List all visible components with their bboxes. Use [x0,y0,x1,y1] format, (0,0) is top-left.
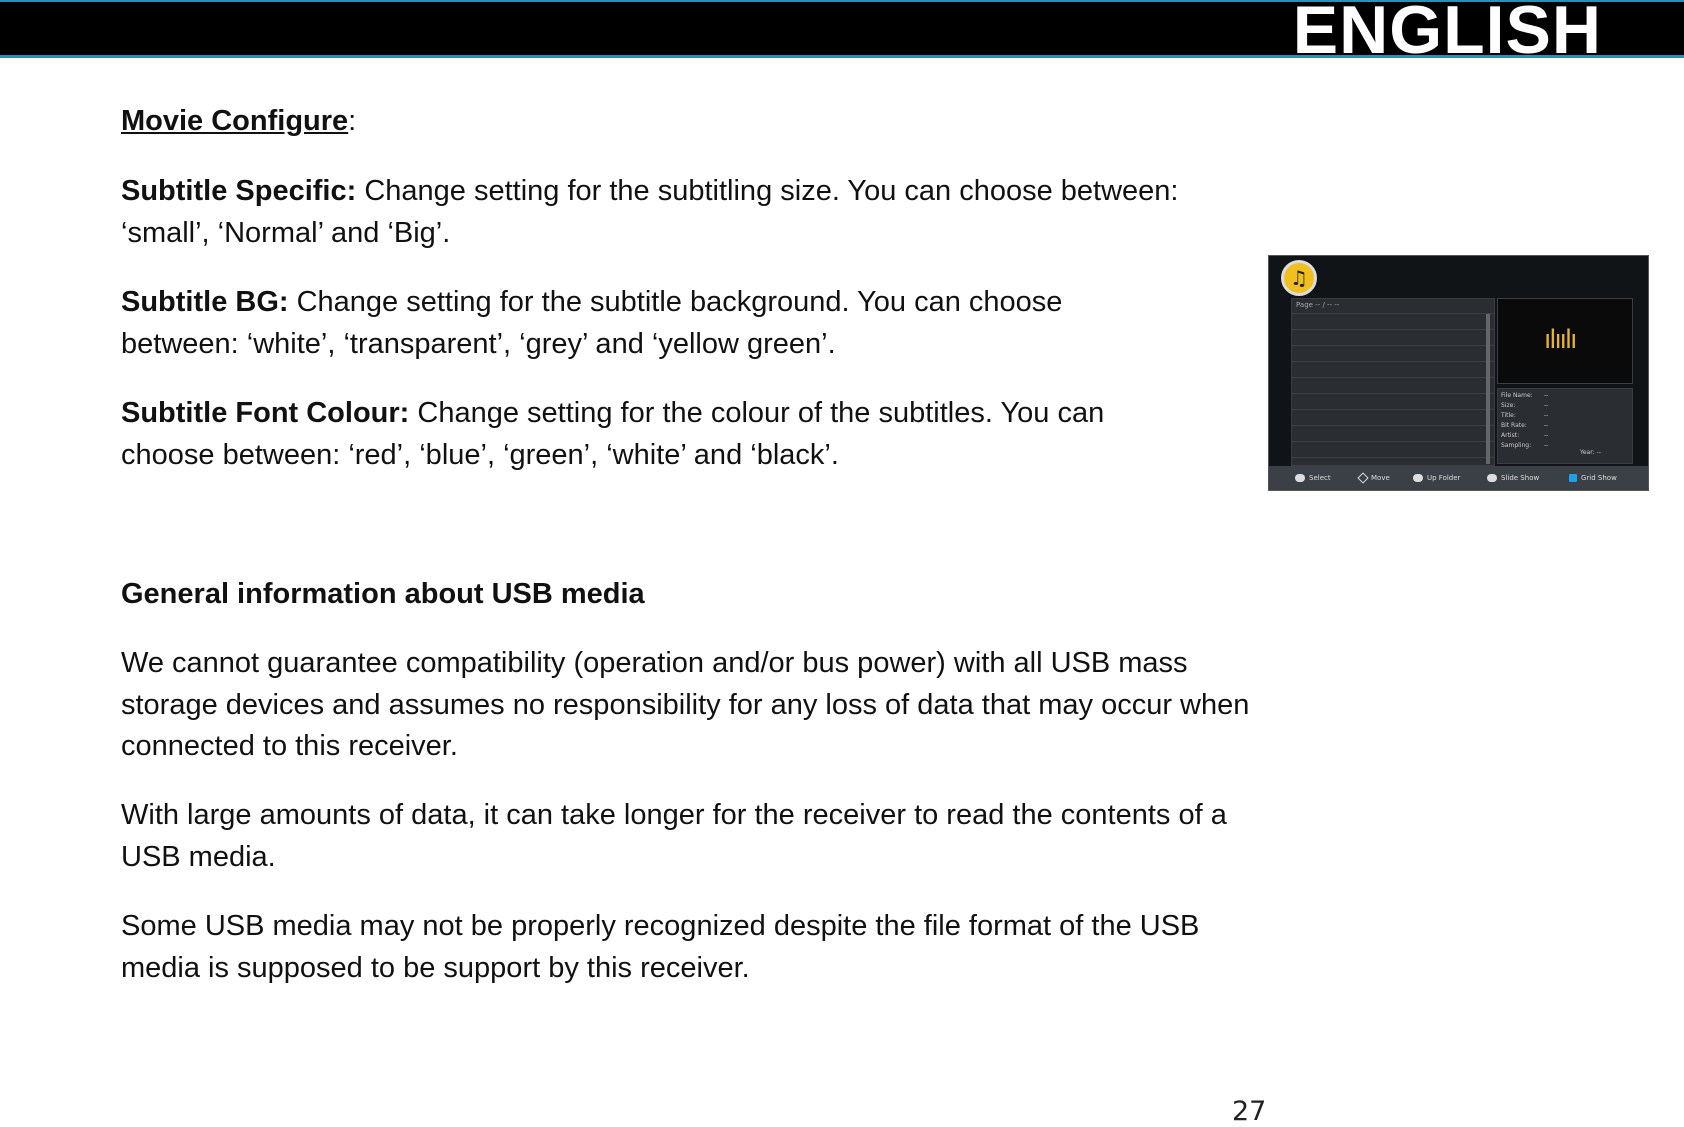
info-label: Bit Rate: [1501,422,1527,429]
info-value: -- [1544,392,1549,399]
up-folder-hint: Up Folder [1413,474,1460,482]
list-scrollbar [1486,314,1490,464]
subtitle-bg-text: Change setting for the subtitle background. You can choose between: ‘white’, ‘transparent’, ‘grey’ and ‘yellow green’. [121,286,1063,360]
footer-help-bar [1269,466,1648,490]
slide-show-hint: Slide Show [1487,474,1539,482]
info-label: Artist: [1501,432,1520,439]
grid-show-hint: Grid Show [1569,474,1617,482]
info-value: -- [1544,432,1549,439]
language-title: ENGLISH [1292,0,1602,68]
heading-colon: : [348,105,357,137]
movie-configure-heading: Movie Configure [121,105,349,137]
usb-paragraph-large-data: With large amounts of data, it can take longer for the receiver to read the contents of a USB media. [121,799,1227,873]
select-hint: Select [1295,474,1331,482]
info-value: -- [1544,422,1549,429]
subtitle-bg-label: Subtitle BG: [121,286,289,318]
play-icon [1487,474,1497,482]
info-label: Title: [1501,412,1516,419]
info-label: File Name: [1501,392,1533,399]
info-label: Sampling: [1501,442,1532,449]
move-hint: Move [1359,474,1390,482]
music-note-icon: ♫ [1281,260,1317,296]
info-value: -- [1544,402,1549,409]
info-value: -- [1544,412,1549,419]
header-bar [0,0,1684,68]
subtitle-font-colour-paragraph [121,393,1201,476]
usb-paragraph-compatibility: We cannot guarantee compatibility (operation and/or bus power) with all USB mass storage devices and assumes no responsibility for any loss of data that may occur when connected to this receiver. [121,647,1250,762]
subtitle-specific-text: Change setting for the subtitling size. You can choose between: ‘small’, ‘Normal’ and ‘Big’. [121,175,1179,249]
year-info: Year: -- [1580,449,1601,456]
usb-heading: General information about USB media [121,578,645,610]
usb-section-title [121,574,645,616]
page-number: 27 [1232,1096,1267,1127]
preview-panel [1497,298,1633,384]
blue-key-icon [1569,474,1577,482]
info-value: -- [1544,442,1549,449]
subtitle-font-colour-label: Subtitle Font Colour: [121,397,410,429]
usb-paragraph-recognition: Some USB media may not be properly recognized despite the file format of the USB media is supposed to be support by this receiver. [121,910,1200,984]
page-indicator: Page -- / -- -- [1296,301,1340,309]
info-label: Size: [1501,402,1516,409]
move-arrows-icon [1357,472,1368,483]
subtitle-specific-label: Subtitle Specific: [121,175,357,207]
ok-icon [1295,474,1305,482]
subtitle-specific-paragraph [121,171,1271,254]
file-list-panel [1291,298,1495,466]
audio-wave-icon: ılıılı [1544,325,1576,355]
exit-icon [1413,474,1423,482]
subtitle-bg-paragraph [121,282,1161,365]
section-title-movie-configure [121,101,356,143]
subtitle-font-colour-text: Change setting for the colour of the subtitles. You can choose between: ‘red’, ‘blue’, ‘green’, ‘white’ and ‘black’. [121,397,1105,471]
file-info-panel [1497,388,1633,464]
media-player-screenshot [1268,255,1649,491]
